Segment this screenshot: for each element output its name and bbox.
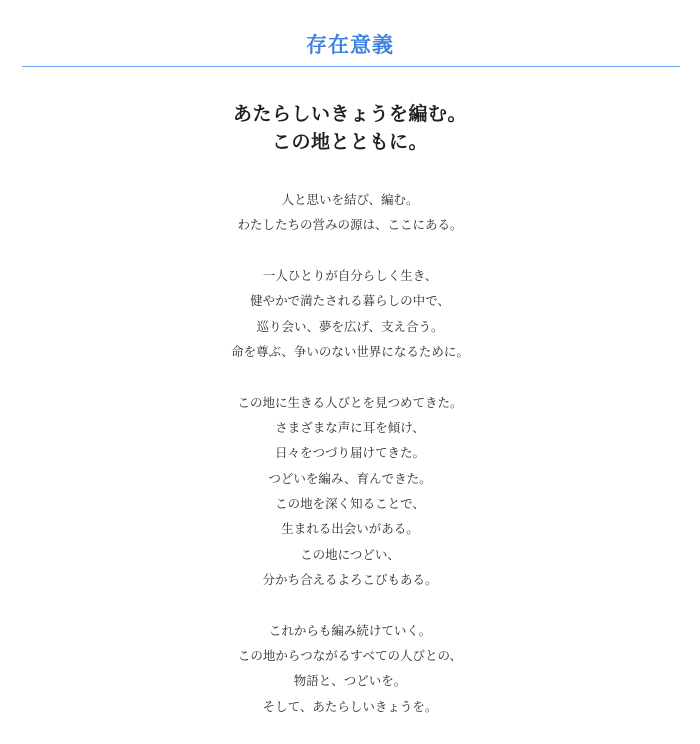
title-divider	[22, 66, 680, 67]
stanza-line: さまざまな声に耳を傾け、	[275, 420, 425, 436]
stanza-line: 巡り会い、夢を広げ、支え合う。	[256, 318, 444, 334]
stanza-line: そして、あたらしいきょうを。	[262, 698, 438, 714]
headline-line-2: この地とともに。	[271, 131, 428, 153]
stanza-line: わたしたちの営みの源は、ここにある。	[237, 217, 463, 233]
headline	[0, 100, 700, 156]
stanza-line: 人と思いを結び、編む。	[281, 192, 419, 207]
stanza-2	[0, 263, 700, 364]
headline-line-1: あたらしいきょうを編む。	[232, 103, 467, 125]
stanza-line: つどいを編み、育んできた。	[268, 470, 432, 486]
stanza-4	[0, 618, 700, 719]
stanza-line: 健やかで満たされる暮らしの中で、	[250, 293, 450, 309]
mission-statement	[0, 187, 700, 744]
stanza-line: この地を深く知ることで、	[275, 495, 425, 511]
stanza-line: この地に生きる人びとを見つめてきた。	[237, 394, 463, 410]
stanza-line: これからも編み続けていく。	[268, 622, 432, 638]
stanza-line: 物語と、つどいを。	[293, 673, 407, 689]
stanza-3	[0, 390, 700, 592]
stanza-1	[0, 187, 700, 238]
section-title: 存在意義	[306, 33, 394, 57]
stanza-line: この地につどい、	[300, 546, 400, 562]
stanza-line: 分かち合えるよろこびもある。	[262, 571, 438, 587]
stanza-line: 一人ひとりが自分らしく生き、	[262, 268, 438, 284]
stanza-line: この地からつながるすべての人びとの、	[237, 647, 463, 663]
stanza-line: 命を尊ぶ、争いのない世界になるために。	[231, 343, 469, 359]
stanza-line: 日々をつづり届けてきた。	[274, 445, 425, 461]
stanza-line: 生まれる出会いがある。	[281, 521, 419, 537]
